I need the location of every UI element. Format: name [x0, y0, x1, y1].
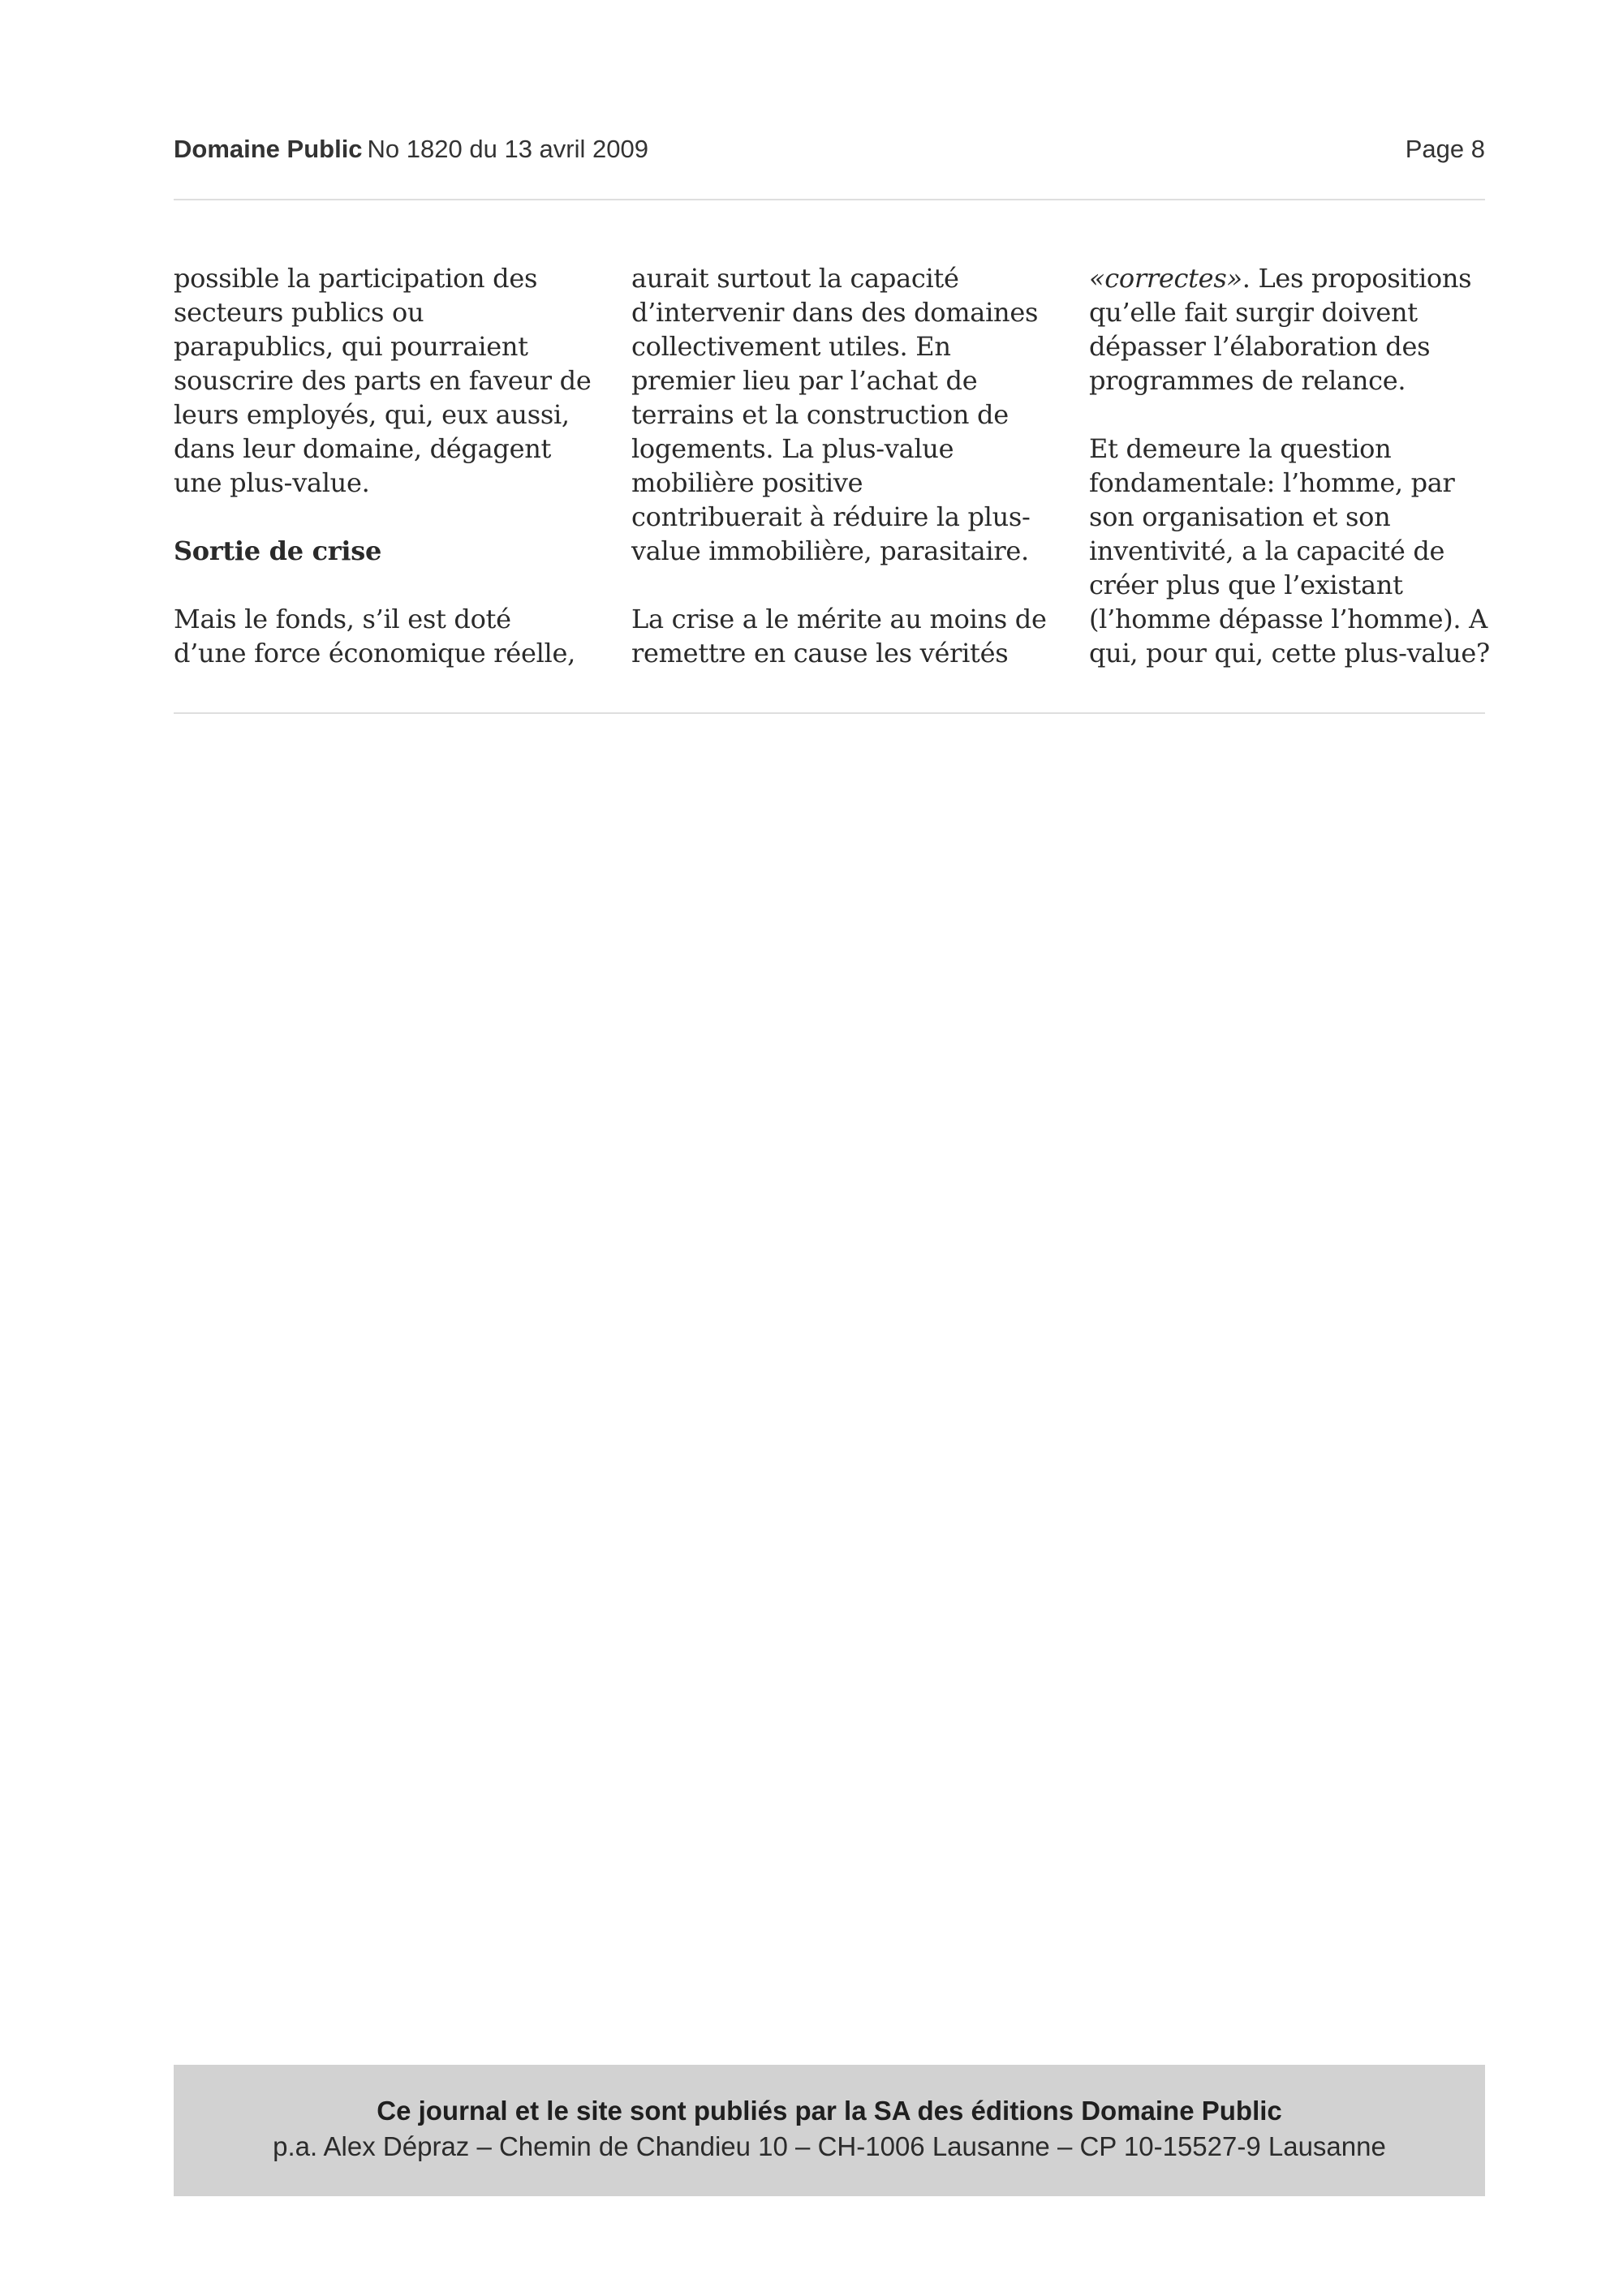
article-column-2 — [631, 261, 1053, 670]
article-column-1 — [174, 261, 596, 670]
text-line: leurs employés, qui, eux aussi, — [174, 399, 570, 430]
paragraph — [1089, 432, 1511, 670]
text-line: mobilière positive — [631, 467, 863, 498]
paragraph — [631, 261, 1053, 568]
page-header — [174, 135, 1485, 170]
text-line: d’une force économique réelle, — [174, 638, 575, 669]
text-line: possible la participation des — [174, 263, 538, 294]
text-line: logements. La plus-value — [631, 433, 954, 464]
text-line: remettre en cause les vérités — [631, 638, 1009, 669]
section-heading: Sortie de crise — [174, 535, 382, 566]
text-line: programmes de relance. — [1089, 365, 1406, 396]
text-line: Et demeure la question — [1089, 433, 1392, 464]
text-line: souscrire des parts en faveur de — [174, 365, 592, 396]
text-line: une plus-value. — [174, 467, 370, 498]
text-line: . Les propositions — [1242, 263, 1472, 294]
text-line: Mais le fonds, s’il est doté — [174, 604, 511, 634]
text-line: inventivité, a la capacité de — [1089, 535, 1445, 566]
text-line: parapublics, qui pourraient — [174, 331, 528, 362]
publication-name: Domaine Public — [174, 135, 363, 163]
page-number: Page 8 — [1405, 135, 1485, 163]
text-line: contribuerait à réduire la plus- — [631, 501, 1031, 532]
text-line: terrains et la construction de — [631, 399, 1009, 430]
text-line: créer plus que l’existant — [1089, 570, 1403, 600]
text-line: qu’elle fait surgir doivent — [1089, 297, 1418, 328]
text-line: qui, pour qui, cette plus-value? — [1089, 638, 1490, 669]
issue-info: No 1820 du 13 avril 2009 — [367, 135, 648, 163]
publisher-footer — [174, 2065, 1485, 2196]
paragraph — [174, 602, 596, 670]
article-column-3 — [1089, 261, 1511, 670]
article-end-divider — [174, 712, 1485, 714]
publisher-statement: Ce journal et le site sont publiés par la SA des éditions Domaine Public — [377, 2096, 1282, 2126]
paragraph — [174, 261, 596, 500]
header-divider — [174, 199, 1485, 200]
text-line: La crise a le mérite au moins de — [631, 604, 1047, 634]
text-line: premier lieu par l’achat de — [631, 365, 978, 396]
article-body — [174, 261, 1490, 683]
text-line: dépasser l’élaboration des — [1089, 331, 1431, 362]
text-line: collectivement utiles. En — [631, 331, 951, 362]
quoted-term: «correctes» — [1089, 263, 1242, 294]
text-line: aurait surtout la capacité — [631, 263, 959, 294]
paragraph — [1089, 261, 1511, 398]
text-line: secteurs publics ou — [174, 297, 424, 328]
text-line: d’intervenir dans des domaines — [631, 297, 1039, 328]
publisher-address: p.a. Alex Dépraz – Chemin de Chandieu 10 – CH-1006 Lausanne – CP 10-15527-9 Lausanne — [273, 2131, 1386, 2161]
text-line: fondamentale: l’homme, par — [1089, 467, 1455, 498]
text-line: (l’homme dépasse l’homme). A — [1089, 604, 1487, 634]
text-line: son organisation et son — [1089, 501, 1391, 532]
text-line: value immobilière, parasitaire. — [631, 535, 1029, 566]
text-line: dans leur domaine, dégagent — [174, 433, 552, 464]
paragraph — [631, 602, 1053, 670]
